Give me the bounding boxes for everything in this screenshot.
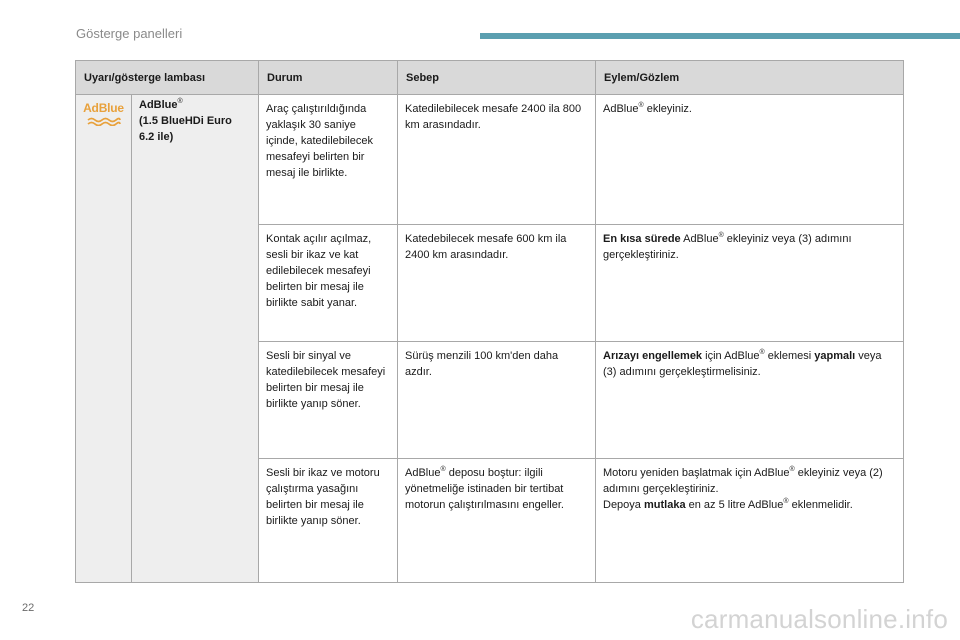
header-accent-bar bbox=[480, 33, 960, 39]
row4-sebep: AdBlue® deposu boştur: ilgili yönetmeliğe istinaden bir tertibat motorun çalıştırılmasını engeller. bbox=[398, 459, 596, 583]
row1-durum: Araç çalıştırıldığında yaklaşık 30 saniye içinde, katedilebilecek mesafeyi belirten bir mesaj ile birlikte. bbox=[259, 95, 398, 225]
row2-sebep: Katedebilecek mesafe 600 km ila 2400 km arasındadır. bbox=[398, 225, 596, 342]
row3-sebep: Sürüş menzili 100 km'den daha azdır. bbox=[398, 342, 596, 459]
table-row bbox=[76, 95, 904, 225]
watermark: carmanualsonline.info bbox=[690, 604, 948, 634]
indicator-label-line3: 6.2 ile) bbox=[139, 131, 174, 143]
indicator-label-line2: (1.5 BlueHDi Euro bbox=[139, 115, 232, 127]
page-number: 22 bbox=[22, 602, 35, 614]
column-header-indicator: Uyarı/gösterge lambası bbox=[76, 61, 259, 95]
indicator-label: AdBlue bbox=[139, 99, 178, 111]
indicator-label-cell bbox=[132, 95, 259, 583]
row4-durum: Sesli bir ikaz ve motoru çalıştırma yasağını belirten bir mesaj ile birlikte yanıp söner. bbox=[259, 459, 398, 583]
row3-durum: Sesli bir sinyal ve katedilebilecek mesafeyi belirten bir mesaj ile birlikte yanıp söner. bbox=[259, 342, 398, 459]
indicator-icon-cell bbox=[76, 95, 132, 583]
adblue-icon-text: AdBlue bbox=[83, 101, 124, 115]
row1-eylem: AdBlue® ekleyiniz. bbox=[596, 95, 904, 225]
row4-eylem: Motoru yeniden başlatmak için AdBlue® ekleyiniz veya (2) adımını gerçekleştiriniz. Depoya mutlaka en az 5 litre AdBlue® eklenmelidir. bbox=[596, 459, 904, 583]
row3-eylem: Arızayı engellemek için AdBlue® eklemesi yapmalı veya (3) adımını gerçekleştirmelisiniz. bbox=[596, 342, 904, 459]
adblue-wave-icon bbox=[87, 117, 121, 126]
column-header-sebep: Sebep bbox=[398, 61, 596, 95]
column-header-durum: Durum bbox=[259, 61, 398, 95]
column-header-eylem: Eylem/Gözlem bbox=[596, 61, 904, 95]
row1-sebep: Katedilebilecek mesafe 2400 ila 800 km arasındadır. bbox=[398, 95, 596, 225]
indicator-label-sup: ® bbox=[177, 98, 183, 105]
warning-lights-table bbox=[75, 60, 904, 583]
table-header-row bbox=[76, 61, 904, 95]
row2-durum: Kontak açılır açılmaz, sesli bir ikaz ve kat edilebilecek mesafeyi belirten bir mesaj ile birlikte sabit yanar. bbox=[259, 225, 398, 342]
page-header-title: Gösterge panelleri bbox=[76, 26, 183, 41]
row2-eylem: En kısa sürede AdBlue® ekleyiniz veya (3) adımını gerçekleştiriniz. bbox=[596, 225, 904, 342]
adblue-icon bbox=[81, 101, 127, 131]
